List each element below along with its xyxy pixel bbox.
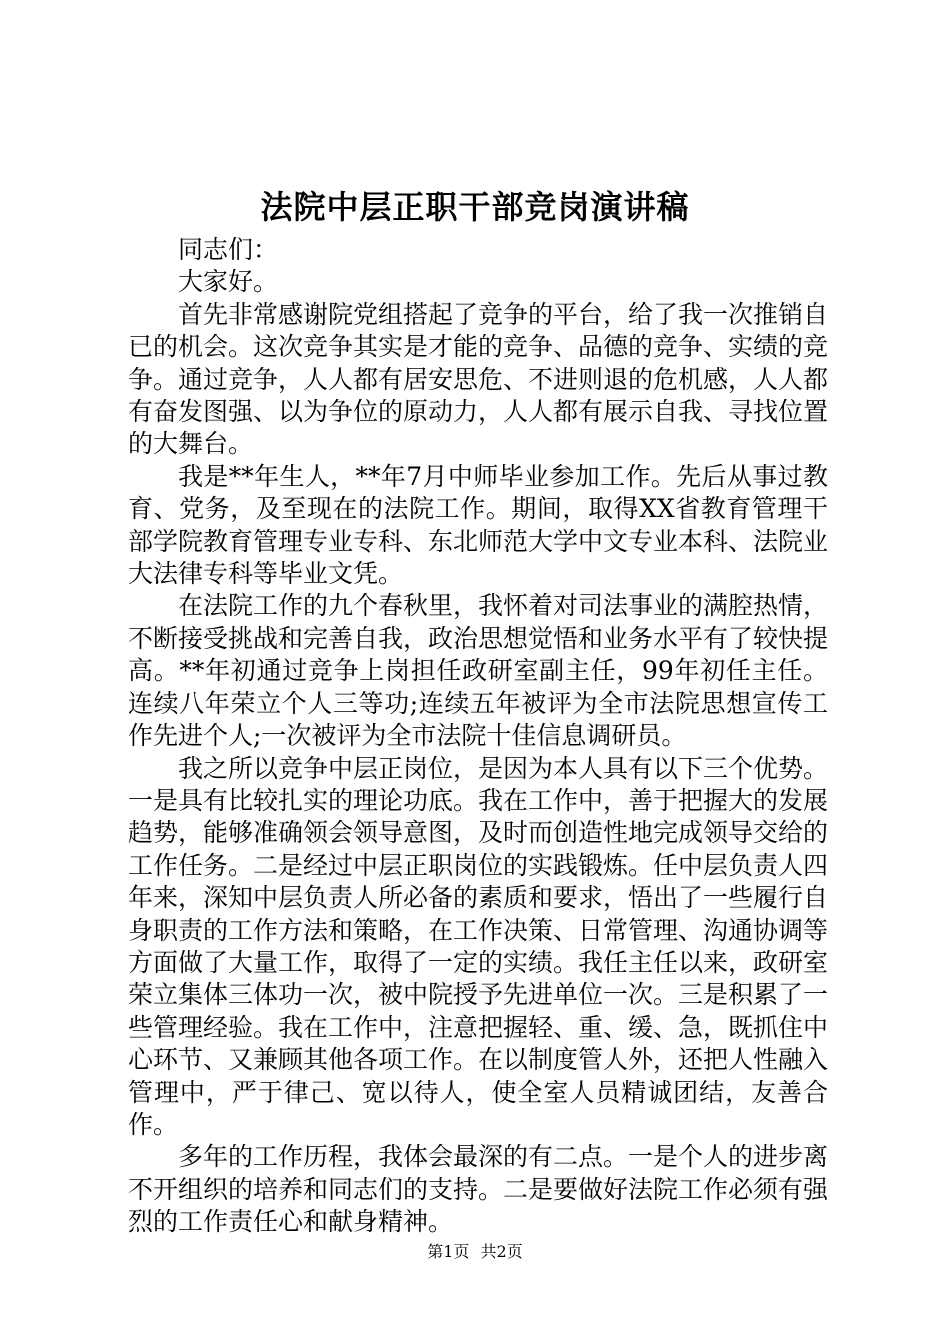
page-number: 第1页 xyxy=(427,1242,470,1261)
paragraph-background: 我是**年生人，**年7月中师毕业参加工作。先后从事过教育、党务，及至现在的法院工作。期间，取得XX省教育管理干部学院教育管理专业专科、东北师范大学中文专业本科、法院业大法律专科等毕业文凭。 xyxy=(128,461,829,589)
greeting: 大家好。 xyxy=(178,267,279,297)
paragraph-intro: 首先非常感谢院党组搭起了竞争的平台，给了我一次推销自已的机会。这次竞争其实是才能的竞争、品德的竞争、实绩的竞争。通过竞争，人人都有居安思危、不进则退的危机感，人人都有奋发图强、以为争位的原动力，人人都有展示自我、寻找位置的大舞台。 xyxy=(128,299,829,459)
page-total: 共2页 xyxy=(480,1242,523,1261)
paragraph-achievements: 在法院工作的九个春秋里，我怀着对司法事业的满腔热情，不断接受挑战和完善自我，政治思想觉悟和业务水平有了较快提高。**年初通过竞争上岗担任政研室副主任，99年初任主任。连续八年荣立个人三等功;连续五年被评为全市法院思想宣传工作先进个人;一次被评为全市法院十佳信息调研员。 xyxy=(128,591,829,751)
salutation: 同志们： xyxy=(178,235,279,264)
paragraph-advantages: 我之所以竞争中层正岗位，是因为本人具有以下三个优势。一是具有比较扎实的理论功底。我在工作中，善于把握大的发展趋势，能够准确领会领导意图，及时而创造性地完成领导交给的工作任务。二是经过中层正职岗位的实践锻炼。任中层负责人四年来，深知中层负责人所必备的素质和要求，悟出了一些履行自身职责的工作方法和策略，在工作决策、日常管理、沟通协调等方面做了大量工作，取得了一定的实绩。我任主任以来，政研室荣立集体三体功一次，被中院授予先进单位一次。三是积累了一些管理经验。我在工作中，注意把握轻、重、缓、急，既抓住中心环节、又兼顾其他各项工作。在以制度管人外，还把人性融入管理中，严于律己、宽以待人，使全室人员精诚团结，友善合作。 xyxy=(128,753,829,1139)
paragraph-reflection: 多年的工作历程，我体会最深的有二点。一是个人的进步离不开组织的培养和同志们的支持。二是要做好法院工作必须有强烈的工作责任心和献身精神。 xyxy=(128,1142,829,1237)
document-body xyxy=(128,234,828,1239)
document-title: 法院中层正职干部竞岗演讲稿 xyxy=(260,188,690,226)
page-footer xyxy=(0,1240,950,1264)
